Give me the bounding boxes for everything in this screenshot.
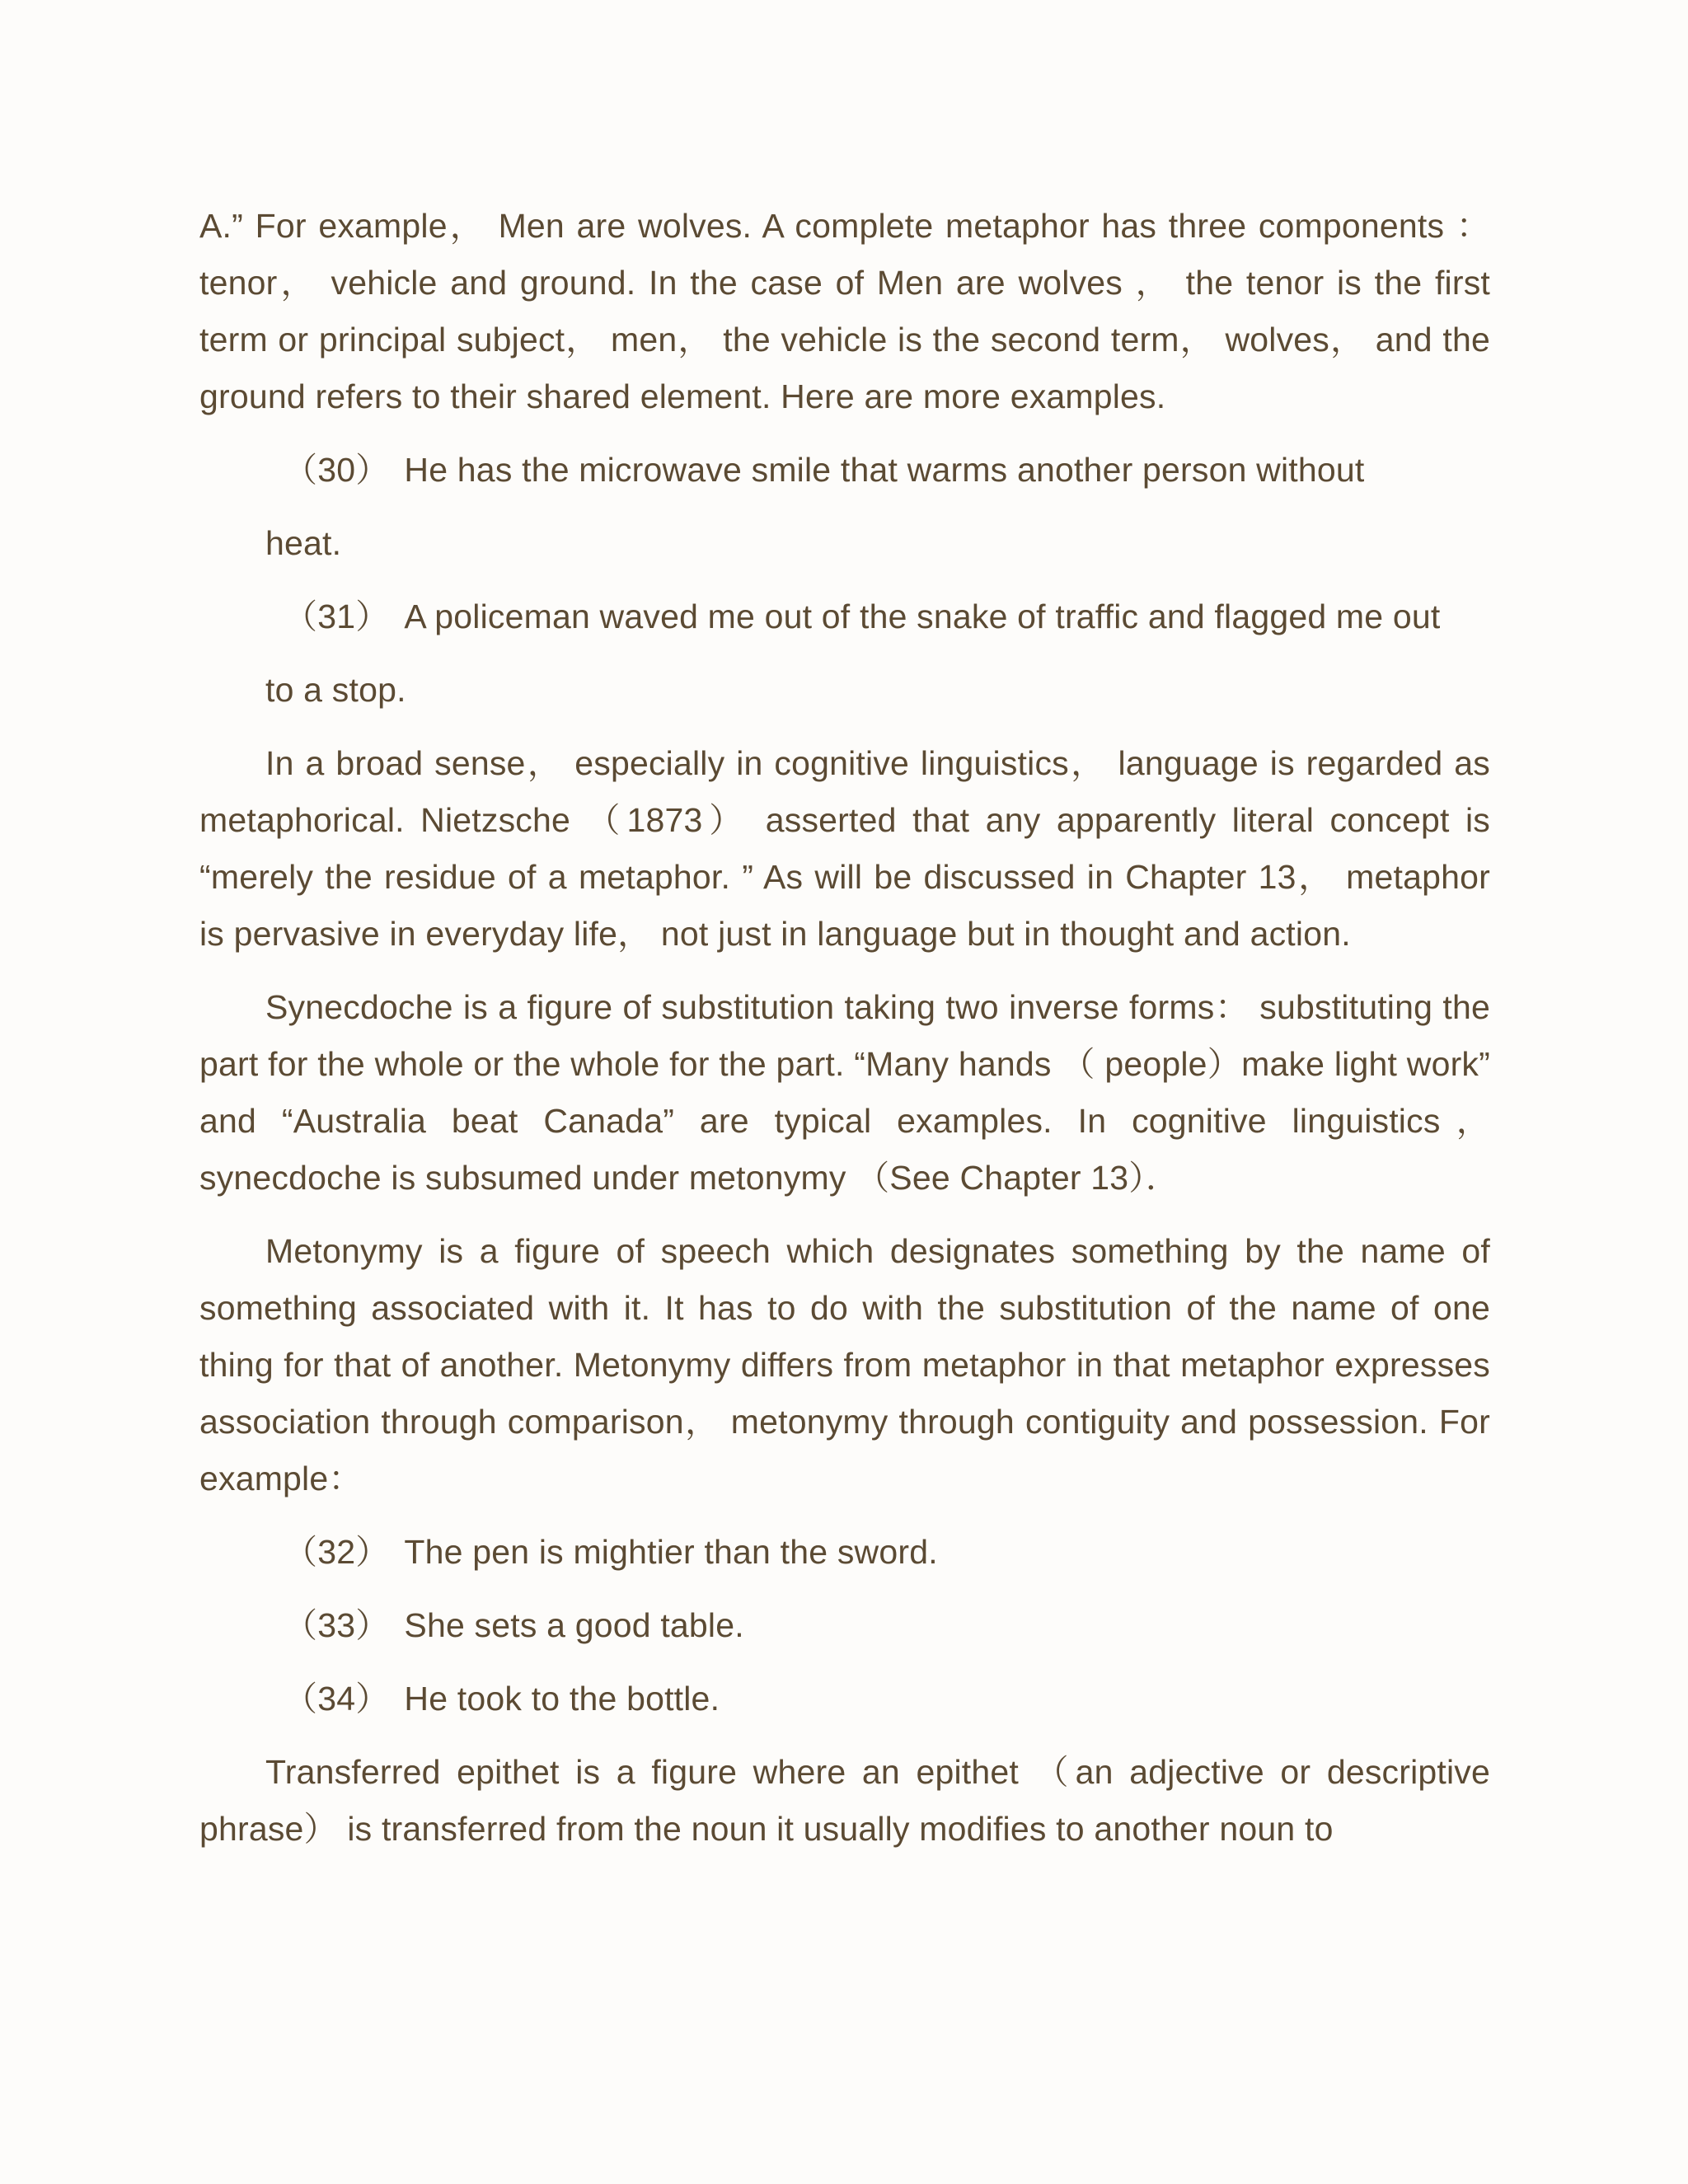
example-32 <box>265 1524 1490 1581</box>
paragraph-synecdoche: Synecdoche is a figure of substitution taking two inverse forms： substituting the part for the whole or the whole for the part. “Many hands （ people）make light work” and “Australia beat Canada” are typical examples. In cognitive linguistics， synecdoche is subsumed under metonymy （See Chapter 13）． <box>199 988 1490 1197</box>
example-30 <box>265 442 1490 572</box>
example-34-text: He took to the bottle. <box>404 1680 720 1718</box>
example-34 <box>265 1671 1490 1727</box>
example-31 <box>265 588 1490 719</box>
body-text <box>199 198 1490 1858</box>
example-33-text: She sets a good table. <box>404 1606 744 1644</box>
example-33-line <box>265 1597 1490 1654</box>
example-30-line-2: heat. <box>265 524 342 562</box>
example-31-line-2: to a stop. <box>265 671 406 709</box>
paragraph-metaphor-components: A.” For example， Men are wolves. A complete metaphor has three components ： tenor， vehicle and ground. In the case of Men are wolves ， the tenor is the first term or principal subject， men， the vehicle is the second term， wolves， and the ground refers to their shared element. Here are more examples. <box>199 207 1490 415</box>
paragraph-metonymy: Metonymy is a figure of speech which designates something by the name of something associated with it. It has to do with the substitution of the name of one thing for that of another. Metonymy differs from metaphor in that metaphor expresses association through comparison， metonymy through contiguity and possession. For example： <box>199 1232 1490 1497</box>
paragraph-metaphor-broad-sense: In a broad sense， especially in cognitive linguistics， language is regarded as metaphorical. Nietzsche （1873） asserted that any apparently literal concept is “merely the residue of a metaphor. ” As will be discussed in Chapter 13， metaphor is pervasive in everyday life， not just in language but in thought and action. <box>199 744 1490 953</box>
example-30-number: （30） <box>284 451 390 489</box>
example-31-text: A policeman waved me out of the snake of traffic and flagged me out <box>404 598 1441 635</box>
example-30-text: He has the microwave smile that warms another person without <box>404 451 1365 489</box>
example-33 <box>265 1597 1490 1654</box>
example-32-text: The pen is mightier than the sword. <box>404 1533 938 1571</box>
example-31-line-1 <box>265 588 1490 645</box>
example-32-line <box>265 1524 1490 1581</box>
example-34-line <box>265 1671 1490 1727</box>
paragraph-transferred-epithet: Transferred epithet is a figure where an epithet （an adjective or descriptive phrase） is transferred from the noun it usually modifies to another noun to <box>199 1753 1490 1848</box>
example-31-number: （31） <box>284 598 390 635</box>
example-32-number: （32） <box>284 1533 390 1571</box>
example-33-number: （33） <box>284 1606 390 1644</box>
example-30-line-1 <box>265 442 1490 499</box>
example-34-number: （34） <box>284 1680 390 1718</box>
